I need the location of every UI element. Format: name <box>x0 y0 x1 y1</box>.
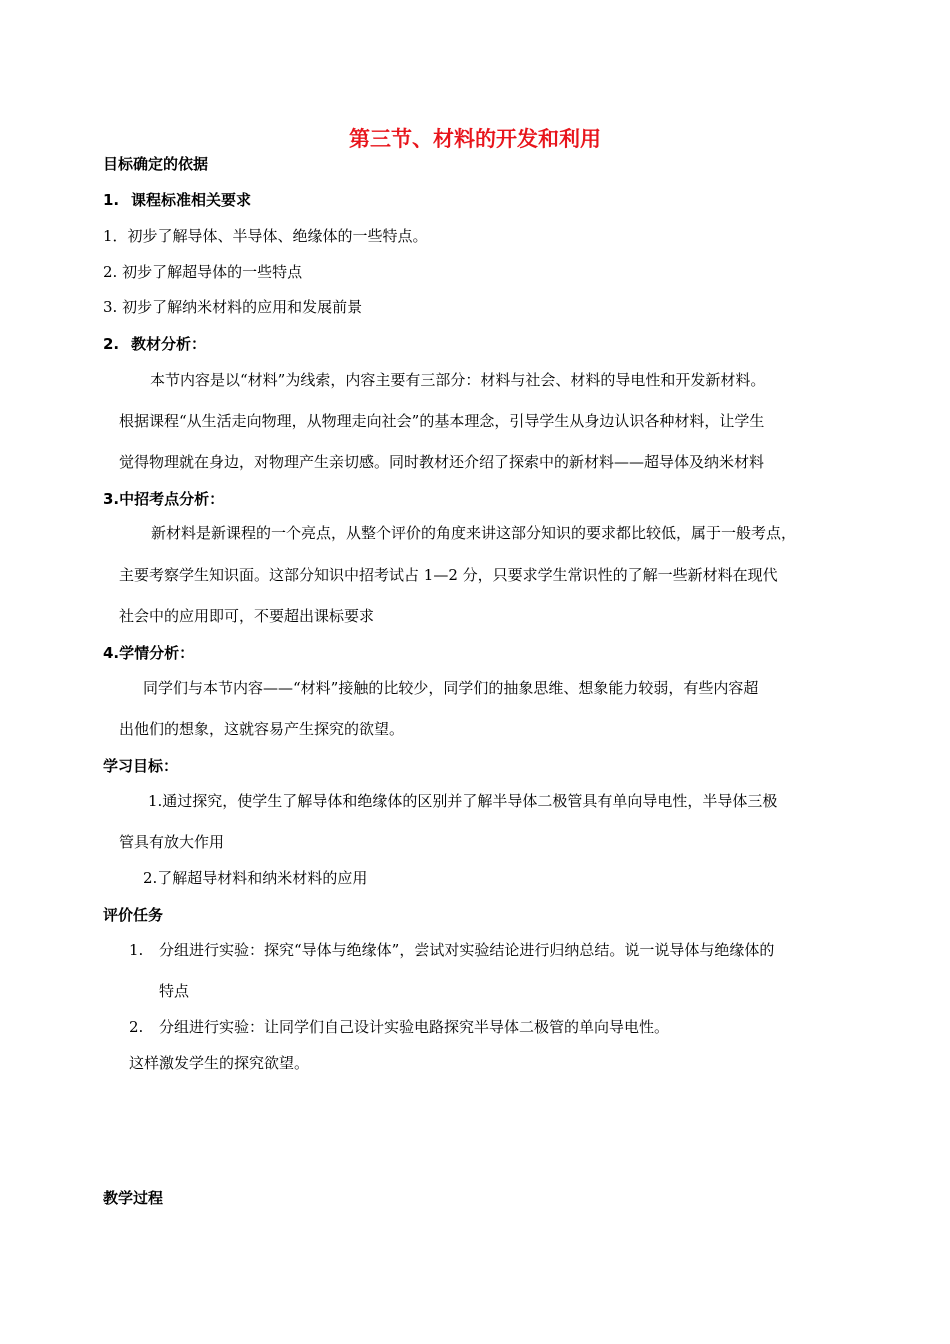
exam-line-1: 新材料是新课程的一个亮点，从整个评价的角度来讲这部分知识的要求都比较低，属于一般考点， <box>151 524 797 542</box>
standard-item-3: 3. 初步了解纳米材料的应用和发展前景 <box>103 298 363 316</box>
task-item-1 <box>129 939 774 960</box>
section-heading-basis: 目标确定的依据 <box>103 155 209 173</box>
task-item-2 <box>129 1016 669 1037</box>
section-heading-tasks: 评价任务 <box>103 906 164 924</box>
learners-line-1: 同学们与本节内容——“材料”接触的比较少，同学们的抽象思维、想象能力较弱，有些内容超 <box>143 679 759 697</box>
task-tail: 这样激发学生的探究欲望。 <box>129 1054 310 1072</box>
textbook-line-2: 根据课程“从生活走向物理，从物理走向社会”的基本理念，引导学生从身边认识各种材料，让学生 <box>119 412 765 430</box>
standard-item-1: 1．初步了解导体、半导体、绝缘体的一些特点。 <box>103 227 428 245</box>
subsection-title: 教材分析： <box>131 335 207 353</box>
subsection-number: 2. <box>103 335 120 353</box>
subsection-number: 1. <box>103 191 120 209</box>
section-heading-goals: 学习目标： <box>103 757 179 775</box>
textbook-line-1: 本节内容是以“材料”为线索，内容主要有三部分：材料与社会、材料的导电性和开发新材料。 <box>150 371 766 389</box>
standard-item-2: 2. 初步了解超导体的一些特点 <box>103 263 303 281</box>
task-text: 分组进行实验：让同学们自己设计实验电路探究半导体二极管的单向导电性。 <box>159 1018 670 1036</box>
subsection-title: 课程标准相关要求 <box>131 191 252 209</box>
task-item-1-continued: 特点 <box>159 982 190 1000</box>
exam-line-3: 社会中的应用即可，不要超出课标要求 <box>119 607 375 625</box>
section-heading-process: 教学过程 <box>103 1189 164 1207</box>
subsection-heading-learners: 4.学情分析： <box>103 644 195 662</box>
task-text: 分组进行实验：探究“导体与绝缘体”，尝试对实验结论进行归纳总结。说一说导体与绝缘体的 <box>159 941 775 959</box>
task-number: 2. <box>129 1018 144 1036</box>
textbook-line-3: 觉得物理就在身边，对物理产生亲切感。同时教材还介绍了探索中的新材料——超导体及纳米材料 <box>119 453 765 471</box>
subsection-heading-standards <box>103 189 251 210</box>
goal-line-3: 2.了解超导材料和纳米材料的应用 <box>143 869 368 887</box>
task-number: 1. <box>129 941 144 959</box>
goal-line-2: 管具有放大作用 <box>119 833 225 851</box>
goal-line-1: 1.通过探究，使学生了解导体和绝缘体的区别并了解半导体二极管具有单向导电性，半导体三极 <box>148 792 778 810</box>
learners-line-2: 出他们的想象，这就容易产生探究的欲望。 <box>119 720 405 738</box>
page-title: 第三节、材料的开发和利用 <box>349 127 601 151</box>
subsection-heading-exam: 3.中招考点分析： <box>103 490 225 508</box>
subsection-heading-textbook <box>103 333 206 354</box>
exam-line-2: 主要考察学生知识面。这部分知识中招考试占 1—2 分，只要求学生常识性的了解一些新材料在现代 <box>119 566 778 584</box>
